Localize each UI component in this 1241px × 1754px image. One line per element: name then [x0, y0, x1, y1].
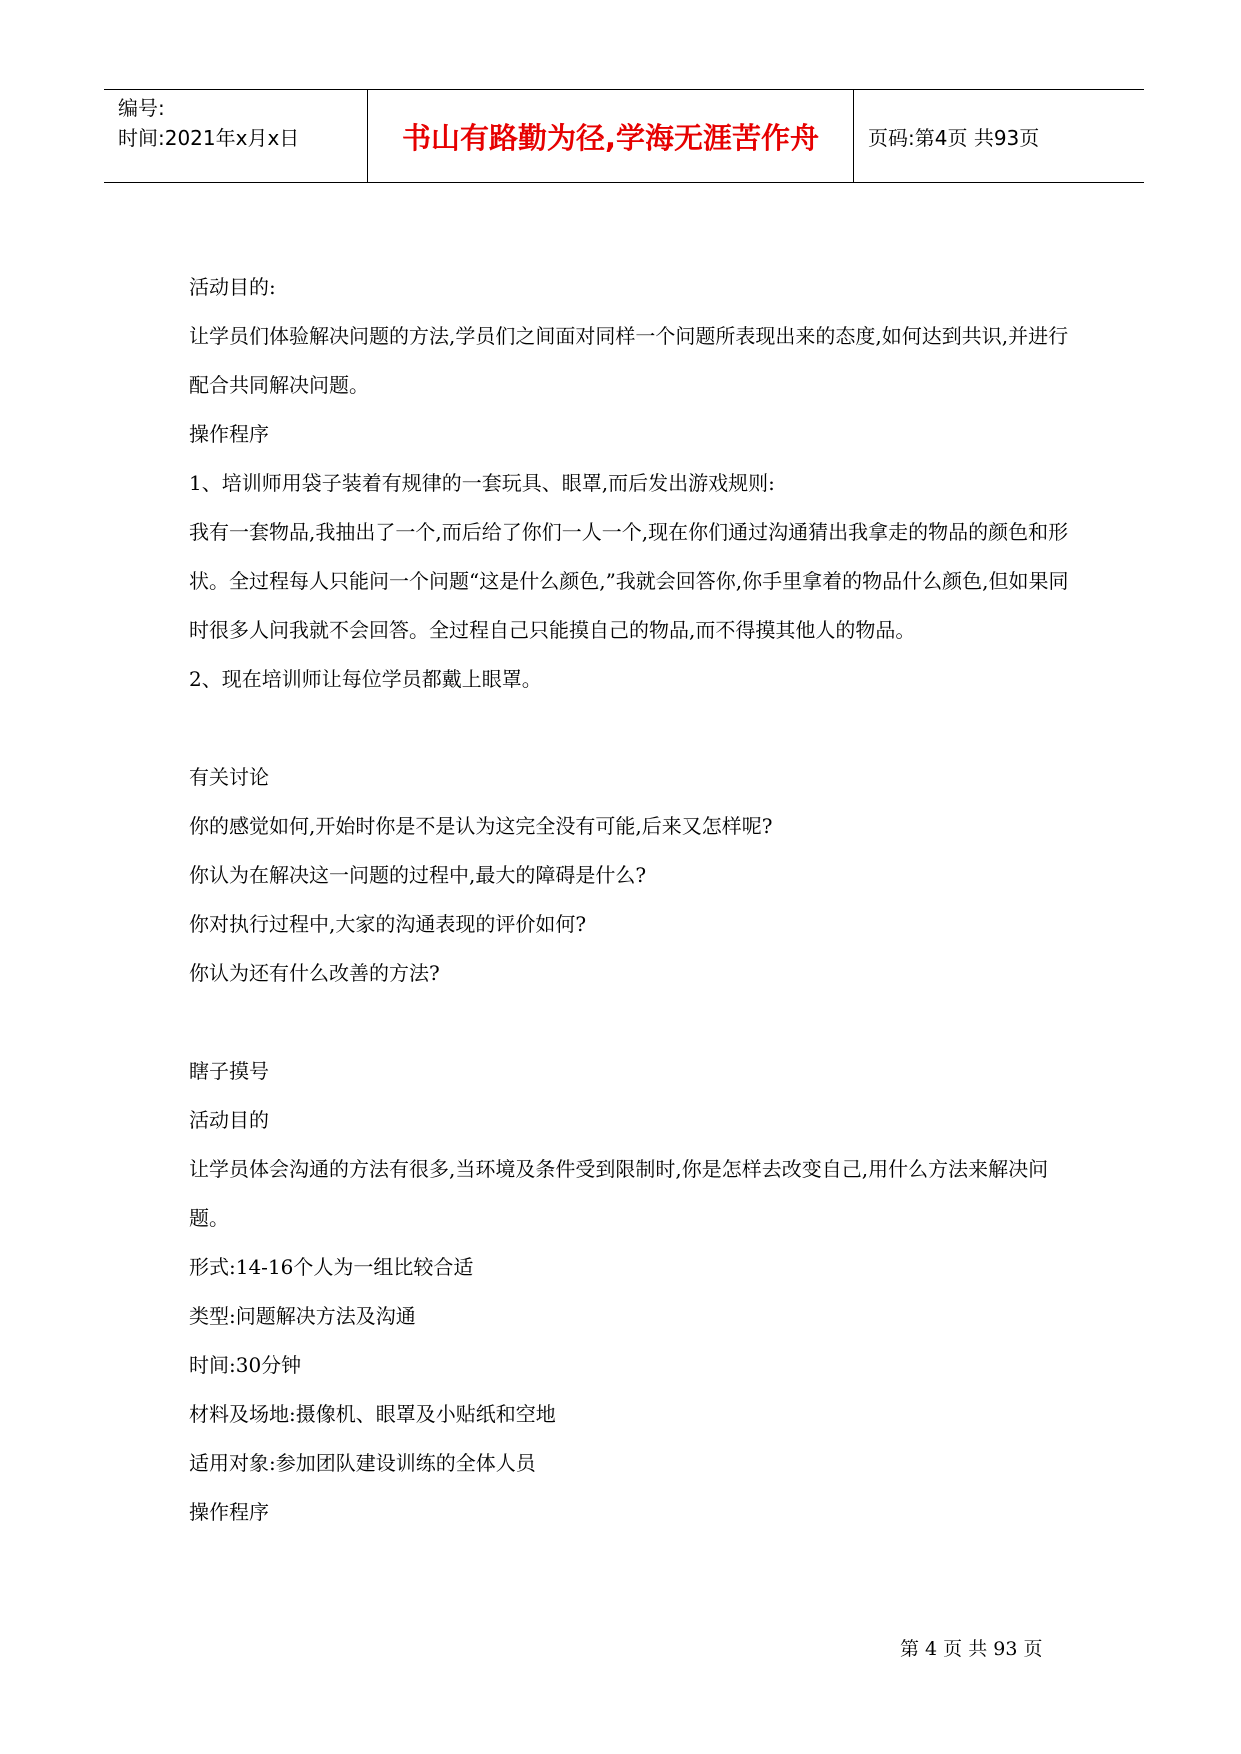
spacer [189, 998, 1069, 1047]
paragraph: 你对执行过程中,大家的沟通表现的评价如何? [189, 912, 587, 936]
paragraph: 活动目的: [189, 275, 276, 299]
header-meta [104, 90, 368, 182]
section-heading: 有关讨论 [189, 765, 269, 789]
number-label: 编号: [118, 96, 165, 120]
page-header [104, 89, 1144, 183]
page-footer: 第 4 页 共 93 页 [900, 1638, 1043, 1660]
paragraph: 形式:14-16个人为一组比较合适 [189, 1255, 474, 1279]
paragraph: 你认为在解决这一问题的过程中,最大的障碍是什么? [189, 863, 647, 887]
paragraph: 让学员们体验解决问题的方法,学员们之间面对同样一个问题所表现出来的态度,如何达到共识,并进行配合共同解决问题。 [189, 324, 1069, 397]
paragraph: 2、现在培训师让每位学员都戴上眼罩。 [189, 667, 542, 691]
document-body [189, 263, 1069, 1537]
paragraph: 你的感觉如何,开始时你是不是认为这完全没有可能,后来又怎样呢? [189, 814, 773, 838]
header-motto: 书山有路勤为径,学海无涯苦作舟 [368, 90, 854, 182]
spacer [189, 704, 1069, 753]
paragraph: 活动目的 [189, 1108, 269, 1132]
paragraph: 材料及场地:摄像机、眼罩及小贴纸和空地 [189, 1402, 556, 1426]
section-heading: 瞎子摸号 [189, 1059, 269, 1083]
time-label: 时间:2021年x月x日 [118, 126, 300, 150]
header-page-number: 页码:第4页 共93页 [868, 125, 1040, 150]
paragraph: 让学员体会沟通的方法有很多,当环境及条件受到限制时,你是怎样去改变自己,用什么方法来解决问题。 [189, 1157, 1049, 1230]
paragraph: 时间:30分钟 [189, 1353, 302, 1377]
section-heading: 操作程序 [189, 1500, 269, 1524]
paragraph: 1、培训师用袋子装着有规律的一套玩具、眼罩,而后发出游戏规则: [189, 471, 775, 495]
paragraph: 适用对象:参加团队建设训练的全体人员 [189, 1451, 536, 1475]
section-heading: 操作程序 [189, 422, 269, 446]
paragraph: 你认为还有什么改善的方法? [189, 961, 440, 985]
paragraph: 类型:问题解决方法及沟通 [189, 1304, 416, 1328]
paragraph: 我有一套物品,我抽出了一个,而后给了你们一人一个,现在你们通过沟通猜出我拿走的物品的颜色和形状。全过程每人只能问一个问题“这是什么颜色,”我就会回答你,你手里拿着的物品什么颜色,但如果同时很多人问我就不会回答。全过程自己只能摸自己的物品,而不得摸其他人的物品。 [189, 520, 1069, 642]
